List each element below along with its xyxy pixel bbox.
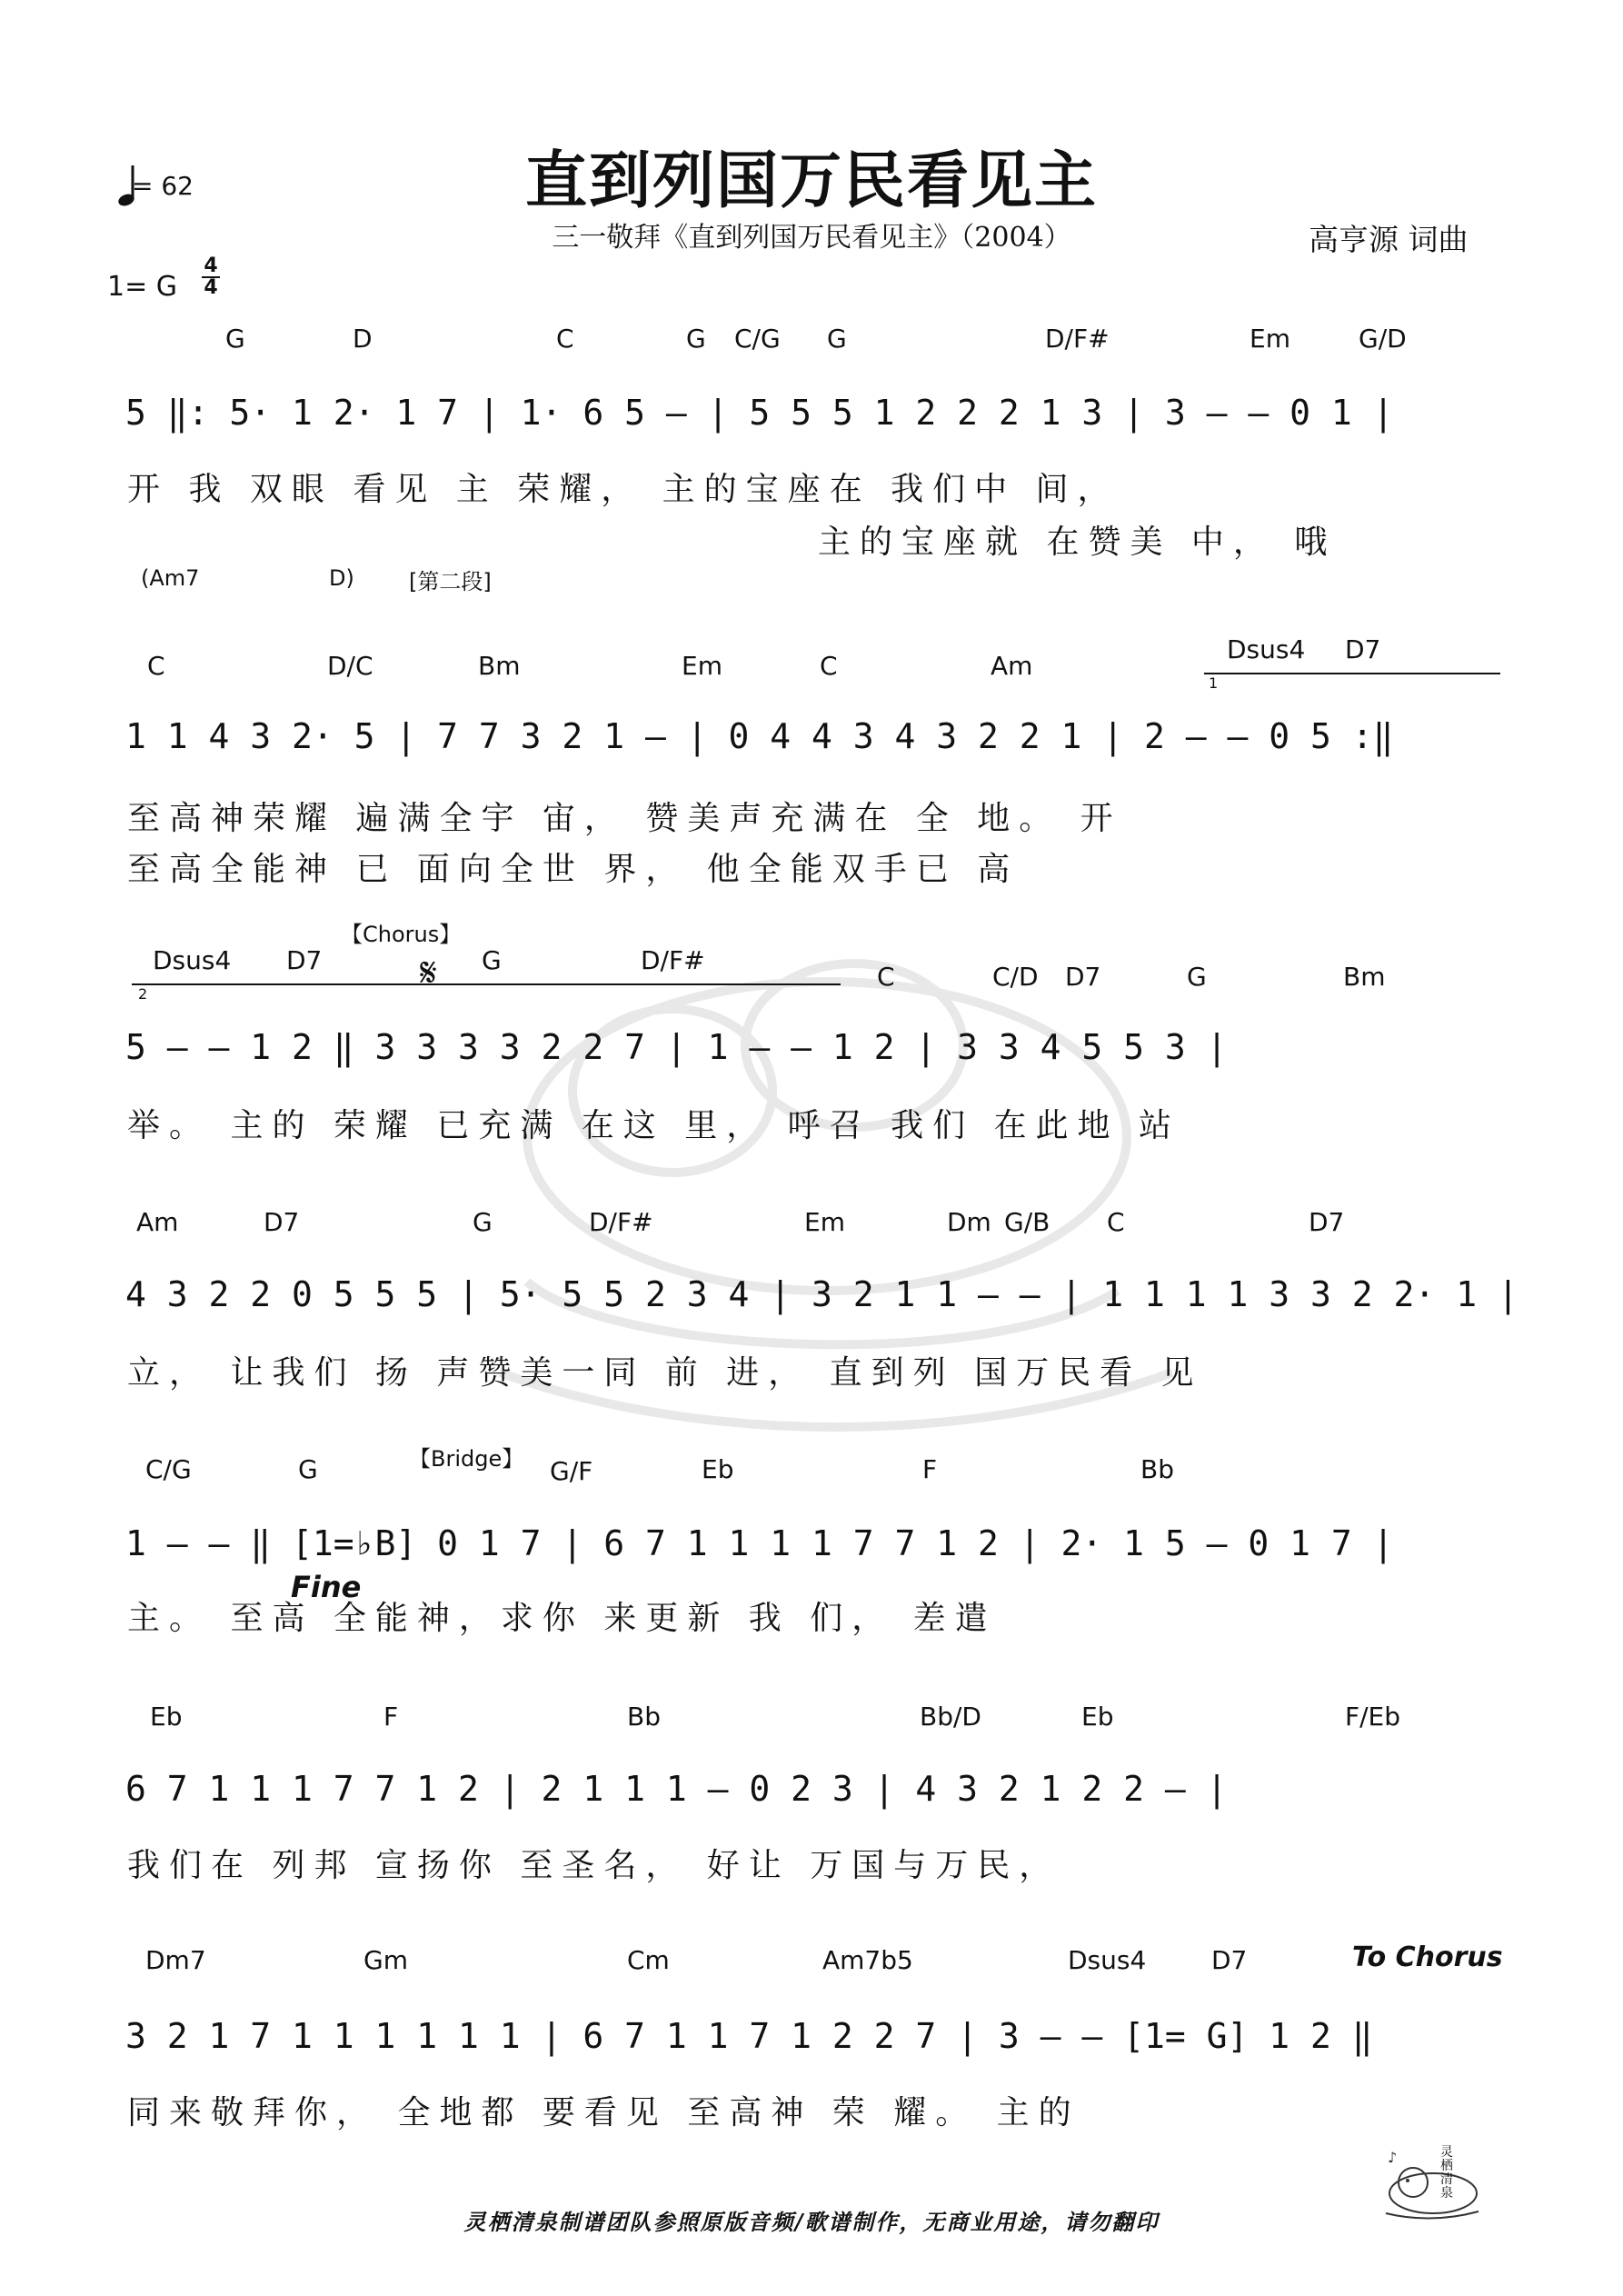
lyrics-verse-1: 开 我 双眼 看见 主 荣耀， 主的宝座在 我们中 间， (127, 471, 1120, 508)
chord: C (820, 651, 838, 681)
chord: Am7b5 (822, 1945, 913, 1975)
jianpu-notes: 3 2 1 7 1 1 1 1 1 1 | 6 7 1 1 7 1 2 2 7 | 3 – – [1= G] 1 2 ‖ (125, 2016, 1373, 2056)
chord: Bb/D (920, 1702, 981, 1732)
chord: Dsus4 (153, 945, 232, 975)
chord: C/D (992, 962, 1039, 992)
chord: D/F# (641, 945, 705, 975)
publisher-logo (1377, 2141, 1486, 2222)
sheep-logo-icon (1377, 2141, 1486, 2222)
chord: Em (682, 651, 722, 681)
chord: G/F (550, 1456, 593, 1486)
section-label: [第二段] (409, 569, 492, 594)
chord: D/F# (1045, 324, 1110, 354)
chord: G/B (1004, 1207, 1050, 1237)
lyrics: 立， 让我们 扬 声赞美一同 前 进， 直到列 国万民看 见 (127, 1354, 1203, 1392)
chord: D7 (1309, 1207, 1345, 1237)
chord: D7 (264, 1207, 300, 1237)
key-signature: 1= G (107, 271, 178, 303)
song-title: 直到列国万民看见主 (524, 145, 1098, 217)
chord: G (827, 324, 847, 354)
chord: Gm (363, 1945, 408, 1975)
jianpu-notes: 5 ‖: 5· 1 2· 1 7 | 1· 6 5 – | 5 5 5 1 2 2 2 1 3 | 3 – – 0 1 | (125, 393, 1394, 433)
volta-number: 2 (138, 985, 148, 1003)
chord: C (1107, 1207, 1125, 1237)
chord: Dm (947, 1207, 991, 1237)
chord: C (556, 324, 574, 354)
tempo-marking: = 62 (132, 171, 194, 201)
jianpu-notes: 1 1 4 3 2· 5 | 7 7 3 2 1 – | 0 4 4 3 4 3 2 2 1 | 2 – – 0 5 :‖ (125, 716, 1394, 756)
segno-icon: 𝄋 (420, 950, 437, 996)
chord: D7 (286, 945, 323, 975)
chord: C (877, 962, 895, 992)
chord: Am (136, 1207, 179, 1237)
chord: Bm (478, 651, 521, 681)
chord: F (383, 1702, 399, 1732)
fine-marking: Fine (291, 1570, 362, 1604)
to-chorus-marking: To Chorus (1352, 1942, 1503, 1973)
chord: D7 (1065, 962, 1101, 992)
chord: Cm (627, 1945, 670, 1975)
volta-number: 1 (1209, 674, 1219, 692)
chord: Dsus4 (1068, 1945, 1147, 1975)
jianpu-notes: 6 7 1 1 1 7 7 1 2 | 2 1 1 1 – 0 2 3 | 4 3 2 1 2 2 – | (125, 1769, 1228, 1809)
composer: 高亨源 词曲 (1309, 222, 1469, 257)
volta-bracket (1204, 673, 1500, 674)
jianpu-notes: 1 – – ‖ [1=♭B] 0 1 7 | 6 7 1 1 1 1 7 7 1 2 | 2· 1 5 – 0 1 7 | (125, 1523, 1394, 1563)
chord: D/C (327, 651, 373, 681)
chord: D (353, 324, 373, 354)
lyrics: 我们在 列邦 宣扬你 至圣名， 好让 万国与万民， (127, 1847, 1061, 1884)
song-subtitle: 三一敬拜《直到列国万民看见主》（2004） (552, 222, 1071, 254)
chord: Am (991, 651, 1033, 681)
lyrics-verse-2: 至高全能神 已 面向全世 界， 他全能双手已 高 (127, 851, 1020, 888)
chord: G (686, 324, 706, 354)
chord: F (922, 1454, 938, 1484)
lyrics-verse-2: 主的宝座就 在赞美 中， 哦 (818, 524, 1337, 561)
chord: G (473, 1207, 493, 1237)
logo-text: 灵栖清泉 (1440, 2145, 1453, 2201)
chord: D7 (1345, 634, 1381, 664)
chord: Eb (150, 1702, 183, 1732)
section-label: 【Chorus】 (341, 922, 462, 947)
time-sig-bottom: 4 (204, 276, 218, 299)
time-signature (202, 256, 220, 298)
lyrics: 举。 主的 荣耀 已充满 在这 里， 呼召 我们 在此地 站 (127, 1107, 1180, 1144)
chord: Em (1250, 324, 1290, 354)
chord: C (147, 651, 165, 681)
chord: C/G (734, 324, 781, 354)
chord: Bb (627, 1702, 661, 1732)
chord: Eb (1081, 1702, 1114, 1732)
sheep-watermark (427, 900, 1227, 1482)
chord: D/F# (589, 1207, 653, 1237)
chord: Bb (1140, 1454, 1174, 1484)
alt-chord: (Am7 (141, 565, 200, 591)
chord: Dsus4 (1227, 634, 1306, 664)
alt-chord: D) (329, 565, 354, 591)
chord: Eb (702, 1454, 734, 1484)
chord: G (482, 945, 502, 975)
chord: C/G (145, 1454, 192, 1484)
jianpu-notes: 4 3 2 2 0 5 5 5 | 5· 5 5 2 3 4 | 3 2 1 1 – – | 1 1 1 1 3 3 2 2· 1 | (125, 1274, 1518, 1314)
chord: F/Eb (1345, 1702, 1401, 1732)
svg-text:♪: ♪ (1388, 2149, 1398, 2166)
jianpu-notes: 5 – – 1 2 ‖ 3 3 3 3 2 2 7 | 1 – – 1 2 | 3 3 4 5 5 3 | (125, 1027, 1228, 1067)
lyrics: 主。 至高 全能神，求你 来更新 我 们， 差遣 (127, 1600, 997, 1637)
chord: Dm7 (145, 1945, 206, 1975)
section-label: 【Bridge】 (409, 1446, 524, 1472)
volta-bracket (132, 983, 841, 985)
chord: G (298, 1454, 318, 1484)
chord: Em (804, 1207, 845, 1237)
chord: G (225, 324, 245, 354)
footer-notice: 灵栖清泉制谱团队参照原版音频/歌谱制作，无商业用途，请勿翻印 (463, 2209, 1160, 2235)
lyrics-verse-1: 至高神荣耀 遍满全宇 宙， 赞美声充满在 全 地。 开 (127, 800, 1122, 837)
lyrics: 同来敬拜你， 全地都 要看见 至高神 荣 耀。 主的 (127, 2094, 1080, 2131)
chord: D7 (1211, 1945, 1248, 1975)
time-sig-top: 4 (204, 255, 218, 277)
chord: Bm (1343, 962, 1386, 992)
chord: G (1187, 962, 1207, 992)
chord: G/D (1359, 324, 1407, 354)
